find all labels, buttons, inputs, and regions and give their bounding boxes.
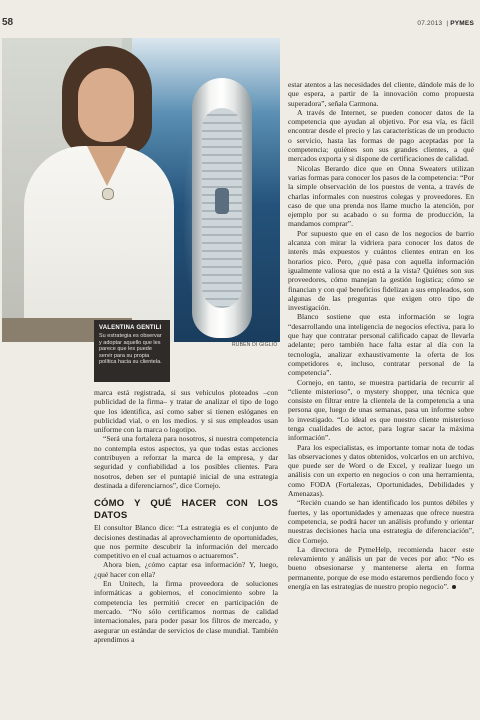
section-subhead: CÓMO Y QUÉ HACER CON LOS DATOS: [94, 498, 278, 522]
pendant-necklace: [102, 188, 114, 200]
paragraph: A través de Internet, se pueden conocer datos de la competencia que ayudan al objetivo. Por esa vía, es fácil encontrar desde el precio y las características de un producto o servicio, hasta las formas de pago aceptadas por la competencia; quiénes son sus grandes clientes, a qué mercados exporta y si dispone de certificaciones de calidad.: [288, 107, 474, 164]
paragraph: Para los especialistas, es importante tomar nota de todas las observaciones y datos obtenidos, volcarlos en un archivo, que puede ser de Word o de Excel, y realizar luego un análisis con un experto en negocios o con una herramienta, como FODA (Fortalezas, Oportunidades, Debilidades y Amenazas).: [288, 442, 474, 499]
final-paragraph-text: La directora de PymeHelp, recomienda hacer este relevamiento y análisis un par de veces por año: “No es bueno obsesionarse y mantenerse alerta en forma permanente, porque de ese modo estaremos perdiendo foco y energía en las estrategias de nuestro propio negocio”.: [288, 544, 474, 592]
person-face: [78, 68, 134, 142]
paragraph-final: [288, 545, 474, 591]
paragraph: En Unitech, la firma proveedora de soluciones informáticas a gobiernos, el conocimiento sobre la competencia les permitió crecer en participación de mercado. “No sólo certificamos normas de calidad internacionales, para poder pasar los filtros de mercado, y asegurar un estándar de servicios de clase mundial. También aprendimos a: [94, 579, 278, 644]
left-column: [94, 388, 278, 644]
caption-name: VALENTINA GENTILI: [99, 325, 162, 331]
paragraph: Blanco sostiene que esta información se logra “desarrollando una inteligencia de negocios efectiva, para lo que hay que contratar personal calificado capaz de llevarla adelante; pero también hace falta estar al día con la tecnología, analizar exhaustivamente la oferta de los competidores e, incluso, contratar personal de la competencia”.: [288, 312, 474, 378]
paragraph: “Recién cuando se han identificado los puntos débiles y fuertes, y las oportunidades y amenazas que ofrece nuestra competencia, se podrá hacer un análisis profundo y orientar nuestras decisiones hacia una estrategia de diferenciación”, dice Cornejo.: [288, 498, 474, 545]
issue-date: 07.2013: [417, 20, 443, 27]
ship-funnel: [215, 188, 229, 214]
paragraph: Ahora bien, ¿cómo captar esa información? Y, luego, ¿qué hacer con ella?: [94, 560, 278, 579]
paragraph: marca está registrada, si sus vehículos ploteados –con publicidad de la firma– y tratar de analizar el tipo de logo que los identifica, así como saber si tienen eslóganes en publicidad vial, o en los medios. y si sus empleados usan uniforme con la marca o logotipo.: [94, 388, 278, 435]
paragraph: “Será una fortaleza para nosotros, si nuestra competencia no contempla estos aspectos, ya que todas estas acciones contribuyen a reforzar la marca de la empresa, y dar seguridad y confiabilidad a los posibles clientes. Para nosotros, deben ser el puntapié inicial de una estrategia destinada a diferenciarnos”, dice Cornejo.: [94, 434, 278, 490]
page-number: 58: [2, 17, 14, 28]
paragraph: El consultor Blanco dice: “La estrategia es el conjunto de decisiones destinadas al aprovechamiento de oportunidades, que nos permite descubrir la información del mercado competitivo en el cual actuamos o actuaremos”.: [94, 523, 278, 561]
issue-info: 07.2013 | PYMES: [417, 20, 474, 27]
magazine-name: PYMES: [450, 20, 474, 27]
paragraph: Cornejo, en tanto, se muestra partidaria de recurrir al “cliente misterioso”, o mystery shopper, una técnica que consiste en filtrar entre la clientela de la competencia a una persona que, luego de unas semanas, pasa un informe sobre lo investigado. “Lo ideal es que nuestro cliente misterioso tenga cualidades de actor, para lograr sacar la máxima información”.: [288, 377, 474, 443]
person-white-shirt: [24, 146, 174, 342]
paragraph: Por supuesto que en el caso de los negocios de barrio alcanza con mirar la vidriera para conocer los datos de interés más expuestos y cuántos clientes entran en los horarios pico. Pero, ¿qué pasa con aquella información igualmente valiosa que no está a la vista? Quiénes son sus proveedores, cómo manejan la gestión logística; cómo se financian y con qué beneficios fidelizan a sus empleados, son algunas de las preguntas que exigen otro tipo de investigación.: [288, 228, 474, 313]
caption-text: Su estrategia es observar y adoptar aquello que les parece que les puede servir para su propia política hacia su clientela.: [99, 333, 162, 366]
portrait-photo: [2, 38, 280, 342]
page-header: [0, 0, 480, 26]
end-of-article-mark: [452, 585, 456, 589]
paragraph: estar atentos a las necesidades del cliente, dándole más de lo que espera, a partir de la innovación como propuesta superadora”, señala Carmona.: [288, 80, 474, 108]
paragraph: Nicolas Berardo dice que en Onna Sweaters utilizan varias formas para conocer los pasos de la competencia: “Por la simple observación de los puestos de venta, a través de charlas informales con nuestros colegas y proveedores. En caso de que una prenda nos llame mucho la atención, por ejemplo por su acabado o su forma de producción, la mandamos comprar”.: [288, 163, 474, 229]
photo-caption: [94, 320, 170, 382]
right-column: [288, 80, 474, 591]
photo-credit: RUBEN DI GIGLIO: [232, 342, 278, 348]
